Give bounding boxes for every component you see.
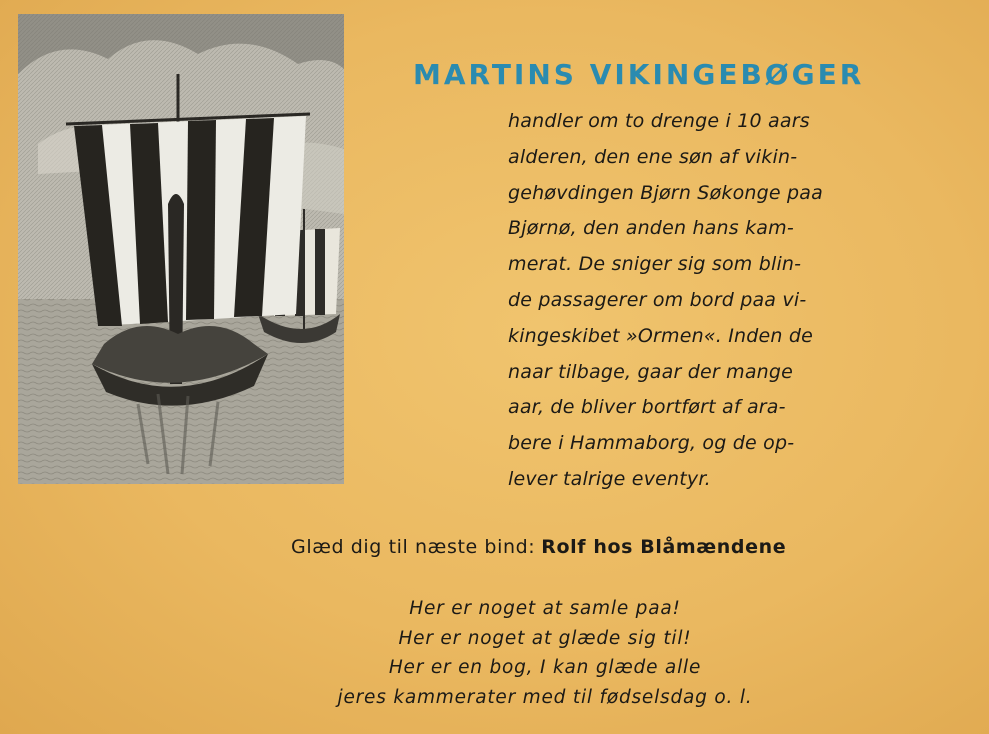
description-line: merat. De sniger sig som blin- [508, 253, 802, 276]
description-line: naar tilbage, gaar der mange [508, 360, 794, 383]
viking-ships-illustration [18, 14, 344, 484]
description-line: gehøvdingen Bjørn Søkonge paa [508, 181, 823, 204]
description-line: de passagerer om bord paa vi- [508, 288, 807, 311]
closing-line: Her er noget at samle paa! [409, 598, 681, 619]
description-line: alderen, den ene søn af vikin- [508, 145, 798, 168]
series-description [508, 104, 823, 498]
closing-verse [300, 594, 790, 713]
description-line: aar, de bliver bortført af ara- [508, 396, 786, 419]
next-volume-title: Rolf hos Blåmændene [541, 536, 787, 558]
next-volume-prefix: Glæd dig til næste bind: [291, 536, 536, 558]
description-line: lever talrige eventyr. [508, 467, 711, 490]
book-series-title: MARTINS VIKINGEBØGER [413, 58, 865, 91]
closing-line: jeres kammerater med til fødselsdag o. l. [337, 687, 753, 709]
description-line: Bjørnø, den anden hans kam- [508, 217, 794, 240]
closing-line: Her er noget at glæde sig til! [398, 627, 692, 649]
description-line: bere i Hammaborg, og de op- [508, 432, 795, 455]
description-line: kingeskibet »Ormen«. Inden de [508, 324, 814, 347]
description-line: handler om to drenge i 10 aars [508, 110, 810, 132]
closing-line: Her er en bog, I kan glæde alle [388, 657, 702, 679]
next-volume-announcement [291, 536, 786, 558]
